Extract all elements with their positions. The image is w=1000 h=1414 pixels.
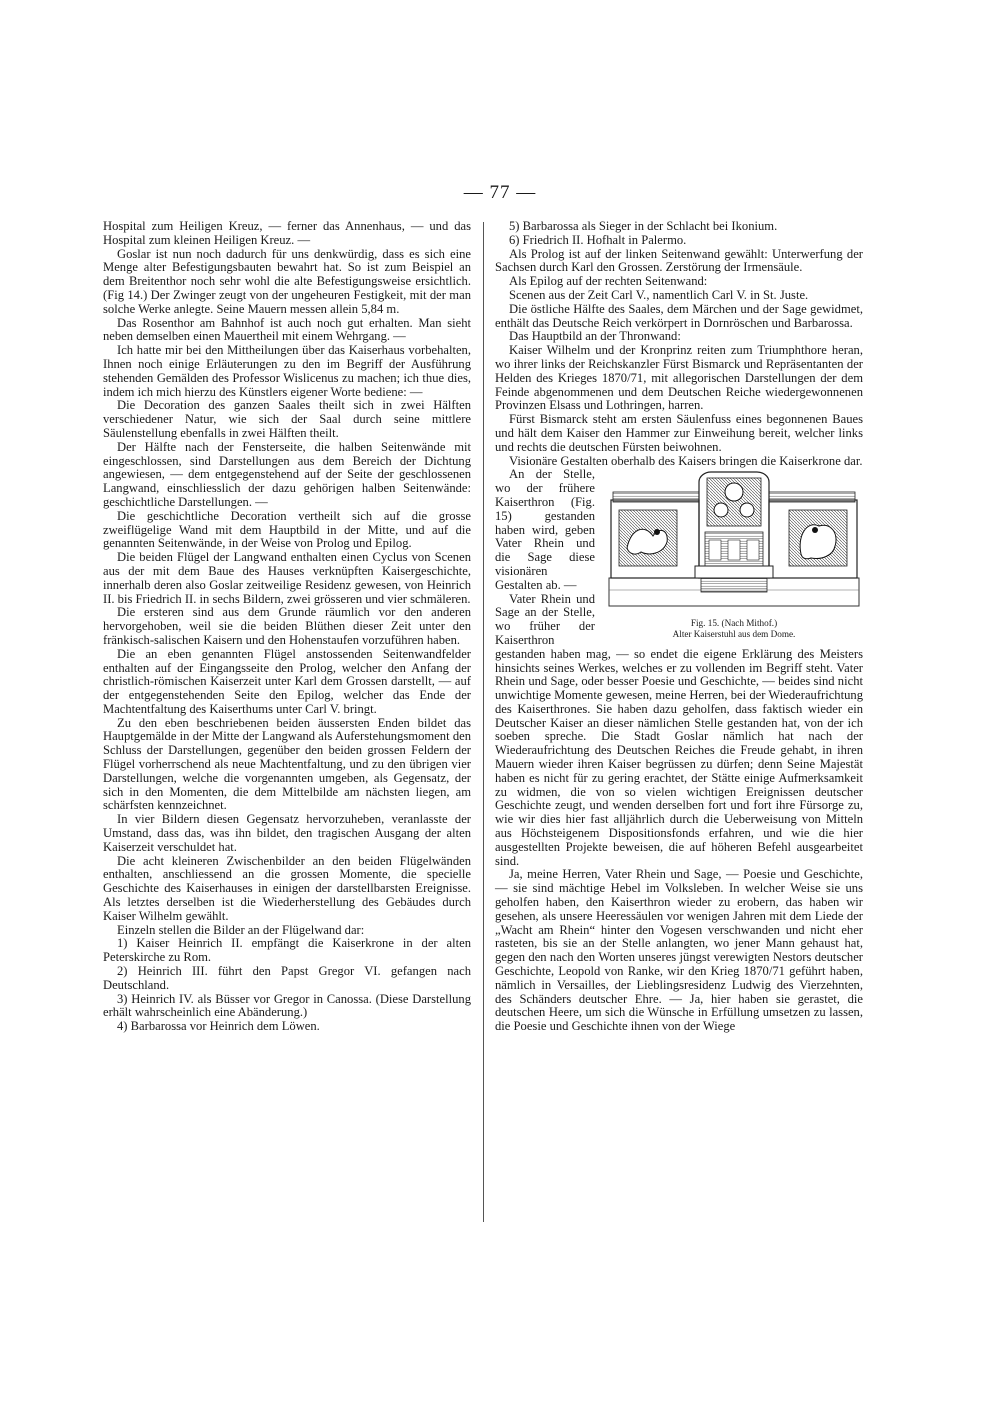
paragraph: Vater Rhein und Sage an der Stelle, wo früher der Kaiserthron gestanden haben mag, — so endet die eigene Erklärung des Meisters hinsichts seines Werkes, welches er zu vollenden im Begriff steht. Vater Rhein und Sage, oder besser Poesie und Geschichte, — beides sind nicht unwichtige Momente gewesen, meine Herren, bei der Wiederaufrichtung des Kaiserthrones. Sie haben dazu geholfen, dass faktisch wieder ein Deutscher Kaiser an dieser nämlichen Stelle gestanden hat, von der ich soeben spreche. Die Stadt Goslar nämlich hat nach der Wiederaufrichtung des Deutschen Reiches die Freude gehabt, in ihren Mauern wieder ihren Kaiser begrüssen zu dürfen; denn Seine Majestät haben es nicht für zu gering erachtet, der Stätte einige Aufmerksamkeit zu widmen, die von so vielen wichtigen Ereignissen deutscher Geschichte zeugt, und wenden derselben fort und fort ihre Fürsorge zu, wie wir dies hier fast alljährlich durch die Ueberweisung von Mitteln aus Höchsteigenem Dispositionsfonds erfahren, und wie die hier ausgestellten Projekte beweisen, die auf höheren Befehl ausgearbeitet sind. <box>495 591 863 868</box>
paragraph: Ich hatte mir bei den Mittheilungen über das Kaiserhaus vorbehalten, Ihnen noch einige Erläuterungen zu den im Begriff der Ausführung stehenden Gemälden des Professor Wislicenus zu machen; ich thue dies, indem ich mich hierzu des Künstlers eigener Worte bediene: — <box>103 343 471 399</box>
paragraph: Der Hälfte nach der Fensterseite, die halben Seitenwände mit eingeschlossen, sind Darstellungen aus dem Bereich der Dichtung angewiesen, — dem entgegenstehend auf der Seite der geschlossenen Langwand, einschliesslich der dazu gehörigen halben Seitenwände: geschichtliche Darstellungen. — <box>103 439 471 509</box>
throne-engraving <box>605 470 863 610</box>
paragraph: Die an eben genannten Flügel anstossenden Seitenwandfelder enthalten auf der Eingangsseite den Prolog, welcher den Anfang der christlich-römischen Kaiserzeit unter Karl dem Grossen darstellt, — auf der entgegenstehenden Seite den Epilog, welcher das Ende der Machtentfaltung des Kaiserthums unter Carl V. bringt. <box>103 646 471 716</box>
list-item: 4) Barbarossa vor Heinrich dem Löwen. <box>117 1019 320 1034</box>
paragraph: Die geschichtliche Decoration vertheilt sich auf die grosse zweiflügelige Wand mit dem Hauptbild in der Mitte, und auf die genannten Seitenwände, in der Weise von Prolog und Epilog. <box>103 508 471 551</box>
list-item: 2) Heinrich III. führt den Papst Gregor VI. gefangen nach Deutschland. <box>103 964 471 992</box>
paragraph: Ja, meine Herren, Vater Rhein und Sage, — Poesie und Geschichte, — sie sind mächtige Hebel im Volksleben. In welcher Weise sie uns geholfen haben, den Kaiserthron wieder zu erobern, das haben wir gesehen, als unsere Heeressäulen vor wenigen Jahren mit dem Liede der „Wacht am Rhein“ hinter den Vogesen verschwanden und nicht eher rasteten, bis sie an der Stelle anlangten, wo jener Mann gehaust hat, gegen den nach den Worten unseres jüngst verewigten Nestors deutscher Geschichte, Leopold von Ranke, wir den Krieg 1870/71 geführt haben, nämlich in Versailles, der Lieblingsresidenz Ludwig des Vierzehnten, des Schänders deutscher Ehre. — Ja, hier haben sie gerastet, die deutschen Heere, um sich die Wünsche in Erfüllung umsetzen zu lassen, die Poesie und Geschichte ihnen von der Wiege <box>495 867 863 1034</box>
paragraph: Die acht kleineren Zwischenbilder an den beiden Flügelwänden enthalten, anschliessend an die grossen Momente, die specielle Geschichte des Kaiserhauses in einigen der darstellbarsten Ereignisse. Als letztes derselben ist die Wiederherstellung des Gebäudes durch Kaiser Wilhelm gewählt. <box>103 853 471 923</box>
paragraph: Die Decoration des ganzen Saales theilt sich in zwei Hälften verschiedener Natur, wie sich der Saal durch seine mittlere Säulenstellung ebenfalls in zwei Hälften theilt. <box>103 398 471 440</box>
paragraph: Einzeln stellen die Bilder an der Flügelwand dar: <box>117 922 365 937</box>
figure <box>605 470 863 640</box>
figure-caption-description: Alter Kaiserstuhl aus dem Dome. <box>672 629 796 640</box>
column-divider <box>483 222 484 1222</box>
paragraph: Goslar ist nun noch dadurch für uns denkwürdig, dass es sich eine Menge alter Befestigungsbauten bewahrt hat. So ist zum Beispiel an dem Breitenthor noch sehr wohl die alte Befestigungsweise ersichtlich. (Fig 14.) Der Zwinger zeugt von der ungeheuren Festigkeit, mit der man solche Werke anlegte. Seine Mauern messen allein 5,84 m. <box>103 246 471 316</box>
paragraph: Als Prolog ist auf der linken Seitenwand gewählt: Unterwerfung der Sachsen durch Karl den Grossen. Zerstörung der Irmensäule. <box>495 246 863 275</box>
paragraph: Zu den eben beschriebenen beiden äussersten Enden bildet das Hauptgemälde in der Mitte der Langwand als Auferstehungsmoment den Schluss der Darstellungen, gegenüber den beiden grossen Feldern der Flügel vorherrschend als neue Machtentfaltung, und zu den übrigen vier Darstellungen, welche die vorgenannten umgeben, als Gegensatz, der sich in den Momenten, die dem Mittelbilde am nächsten liegen, am schärfsten kennzeichnet. <box>103 715 471 813</box>
paragraph: Scenen aus der Zeit Carl V., namentlich Carl V. in St. Juste. <box>509 287 809 302</box>
paragraph: Die beiden Flügel der Langwand enthalten einen Cyclus von Scenen aus der mit dem Baue des Hauses verknüpften Kaisergeschichte, innerhalb deren also Goslar zeitweilige Residenz gewesen, von Heinrich II. bis Friedrich II. in sechs Bildern, zwei grösseren und vier schmäleren. <box>103 550 471 606</box>
page-number: — 77 — <box>463 182 537 203</box>
paragraph: Das Hauptbild an der Thronwand: <box>509 329 681 344</box>
right-column <box>495 220 863 1034</box>
figure-caption-title: Fig. 15. (Nach Mithof.) <box>690 618 778 629</box>
paragraph: Als Epilog auf der rechten Seitenwand: <box>509 274 708 289</box>
list-item: 5) Barbarossa als Sieger in der Schlacht bei Ikonium. <box>509 219 778 233</box>
paragraph: Die ersteren sind aus dem Grunde räumlich vor den anderen hervorgehoben, weil sie die beiden Blüthen dieser Zeit unter den fränkisch-salischen Kaisern und den Hohenstaufen vorzuführen haben. <box>103 605 471 647</box>
paragraph: Die östliche Hälfte des Saales, dem Märchen und der Sage gewidmet, enthält das Deutsche Reich verkörpert in Dornröschen und Barbarossa. <box>495 301 863 330</box>
paragraph: An der Stelle, wo der frühere Kaiserthron (Fig. 15) gestanden haben wird, geben Vater Rhein und die Sage diese visionären Gestalten ab. — <box>495 467 595 592</box>
paragraph: Kaiser Wilhelm und der Kronprinz reiten zum Triumphthore heran, wo ihrer links der Reichskanzler Fürst Bismarck und Repräsentanten der Helden des Krieges 1870/71, mit allegorischen Darstellungen der dem Feinde abgenommenen und dem Deutschen Reiche wiedergewonnenen Provinzen Elsass und Lothringen, harren. <box>495 343 863 413</box>
list-item: 3) Heinrich IV. als Büsser vor Gregor in Canossa. (Diese Darstellung erhält wahrscheinlich eine Abänderung.) <box>103 991 471 1020</box>
left-column <box>103 220 471 1034</box>
list-item: 6) Friedrich II. Hofhalt in Palermo. <box>509 232 687 247</box>
paragraph: In vier Bildern diesen Gegensatz hervorzuheben, veranlasste der Umstand, dass das, was ihn bildet, den tragischen Ausgang der alten Kaiserzeit verschuldet hat. <box>103 812 471 854</box>
list-item: 1) Kaiser Heinrich II. empfängt die Kaiserkrone in der alten Peterskirche zu Rom. <box>103 936 471 965</box>
paragraph: Das Rosenthor am Bahnhof ist auch noch gut erhalten. Man sieht neben demselben einen Mauertheil mit einem Wehrgang. — <box>103 315 471 344</box>
figure-caption <box>605 618 863 640</box>
paragraph: Hospital zum Heiligen Kreuz, — ferner das Annenhaus, — und das Hospital zum kleinen Heiligen Kreuz. — <box>103 219 471 247</box>
paragraph: Visionäre Gestalten oberhalb des Kaisers bringen die Kaiserkrone dar. <box>509 453 863 468</box>
paragraph: Fürst Bismarck steht am ersten Säulenfuss eines begonnenen Baues und hält dem Kaiser den Hammer zur Einweihung bereit, welcher links und rechts die deutschen Fürsten beiwohnen. <box>495 412 863 454</box>
